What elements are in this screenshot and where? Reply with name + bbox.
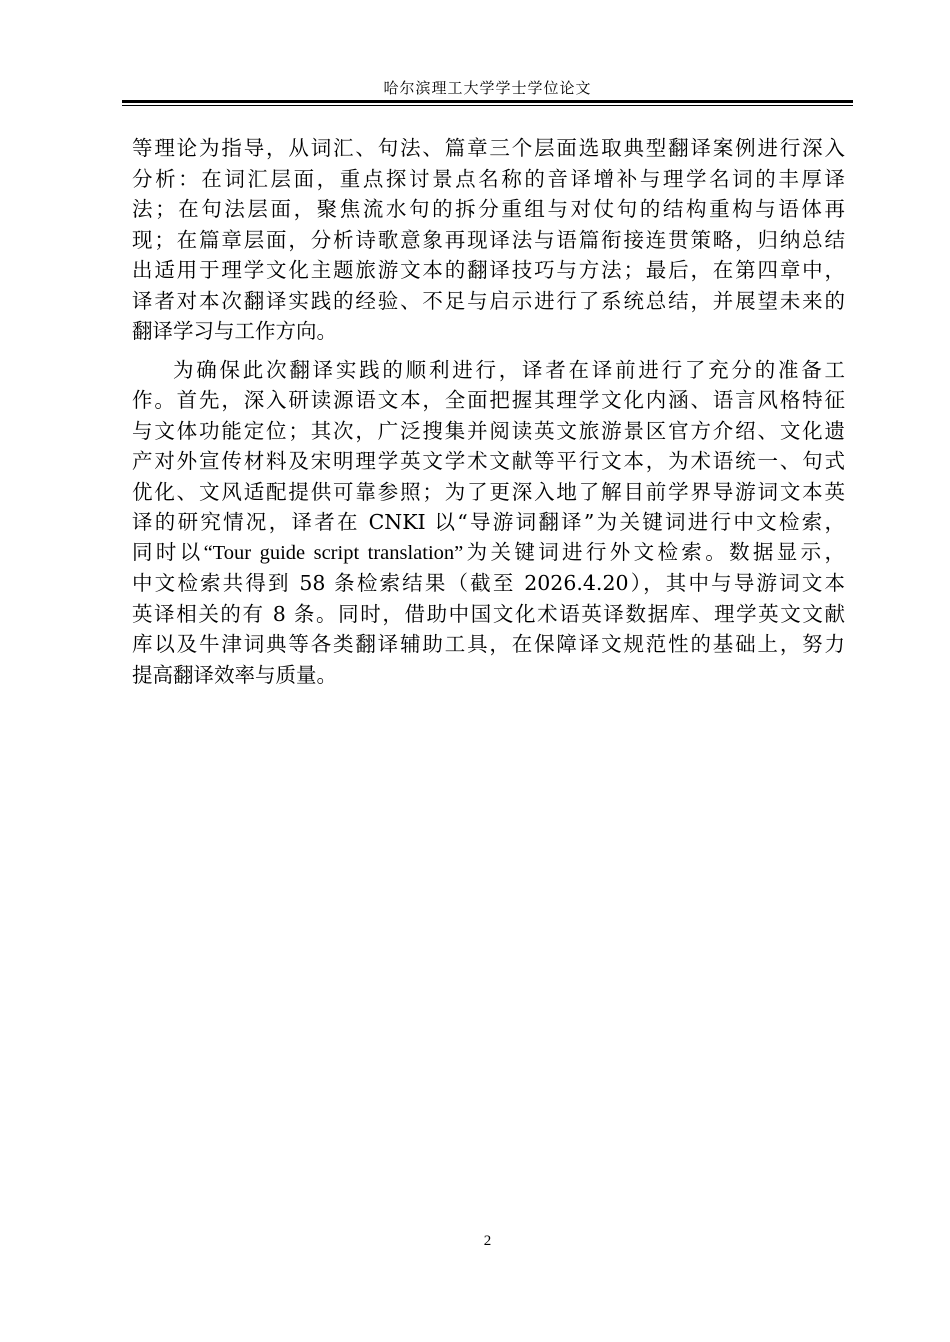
- header-rule-thin: [122, 105, 853, 106]
- paragraph-preparation: [132, 355, 845, 691]
- text-line: 与文体功能定位；其次，广泛搜集并阅读英文旅游景区官方介绍、文化遗: [132, 418, 845, 443]
- text-line: 出适用于理学文化主题旅游文本的翻译技巧与方法；最后，在第四章中，: [132, 258, 845, 282]
- paragraph-continued: [132, 133, 845, 347]
- text-line: 中文检索共得到 58 条检索结果（截至 2026.4.20），其中与导游词文本: [132, 571, 845, 595]
- text-line: 英译相关的有 8 条。同时，借助中国文化术语英译数据库、理学英文文献: [132, 601, 845, 626]
- text-line: 翻译学习与工作方向。: [132, 319, 337, 343]
- text-line: 法；在句法层面，聚焦流水句的拆分重组与对仗句的结构重构与语体再: [132, 197, 845, 221]
- text-line: 库以及牛津词典等各类翻译辅助工具，在保障译文规范性的基础上，努力: [132, 632, 845, 656]
- text-line: 为确保此次翻译实践的顺利进行，译者在译前进行了充分的准备工: [173, 357, 845, 382]
- text-line: 作。首先，深入研读源语文本，全面把握其理学文化内涵、语言风格特征: [132, 388, 845, 412]
- text-line: 等理论为指导，从词汇、句法、篇章三个层面选取典型翻译案例进行深入: [132, 136, 845, 160]
- text-line: 同时以“Tour guide script translation”为关键词进行外文检索。数据显示，: [132, 541, 845, 564]
- text-line: 优化、文风适配提供可靠参照；为了更深入地了解目前学界导游词文本英: [132, 479, 845, 504]
- header-rule-thick: [122, 100, 853, 103]
- running-header: 哈尔滨理工大学学士学位论文: [383, 79, 592, 97]
- page-number: 2: [483, 1233, 492, 1249]
- text-line: 译的研究情况，译者在 CNKI 以“导游词翻译”为关键词进行中文检索，: [132, 510, 845, 534]
- text-line: 产对外宣传材料及宋明理学英文学术文献等平行文本，为术语统一、句式: [132, 449, 845, 473]
- text-line: 分析：在词汇层面，重点探讨景点名称的音译增补与理学名词的丰厚译: [132, 166, 845, 191]
- thesis-body: [132, 133, 845, 690]
- text-line: 现；在篇章层面，分析诗歌意象再现译法与语篇衔接连贯策略，归纳总结: [132, 227, 845, 252]
- text-line: 译者对本次翻译实践的经验、不足与启示进行了系统总结，并展望未来的: [132, 288, 845, 313]
- text-line: 提高翻译效率与质量。: [132, 662, 337, 687]
